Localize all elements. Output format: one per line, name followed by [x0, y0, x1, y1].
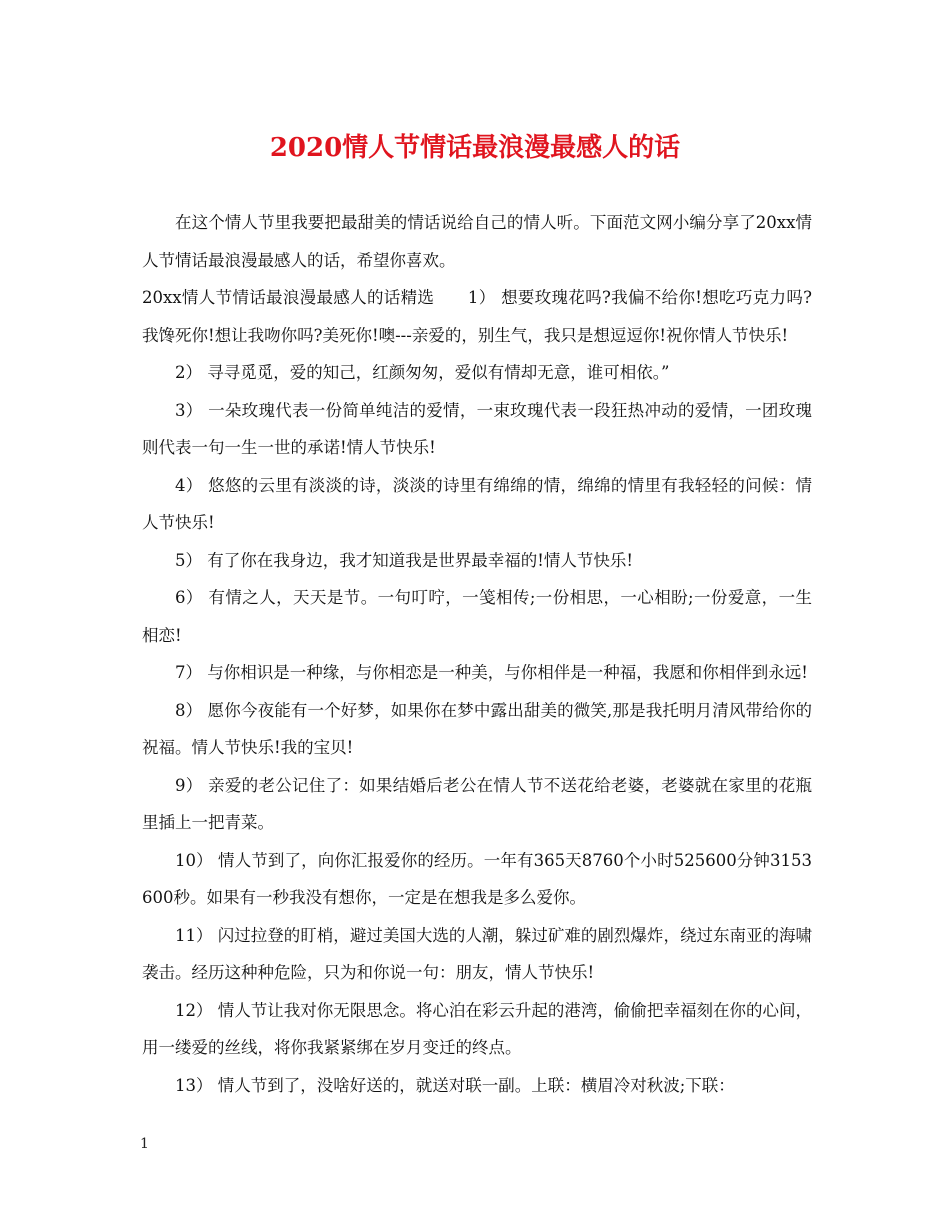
- article-body: [142, 204, 812, 1104]
- paragraph-8: 8） 愿你今夜能有一个好梦，如果你在梦中露出甜美的微笑,那是我托明月清风带给你的祝福。情人节快乐!我的宝贝!: [142, 700, 812, 757]
- paragraph-7: 7） 与你相识是一种缘，与你相恋是一种美，与你相伴是一种福，我愿和你相伴到永远!: [175, 663, 808, 682]
- paragraph-13: 13） 情人节到了，没啥好送的，就送对联一副。上联：横眉冷对秋波;下联：: [175, 1075, 735, 1095]
- paragraph-12: 12） 情人节让我对你无限思念。将心泊在彩云升起的港湾，偷偷把幸福刻在你的心间，用一缕爱的丝线，将你我紧紧绑在岁月变迁的终点。: [142, 1000, 812, 1057]
- page-number: 1: [140, 1136, 149, 1152]
- paragraph-10: 10） 情人节到了，向你汇报爱你的经历。一年有365天8760个小时525600分钟3153600秒。如果有一秒我没有想你，一定是在想我是多么爱你。: [142, 850, 813, 907]
- paragraph-2: 2） 寻寻觅觅，爱的知己，红颜匆匆，爱似有情却无意，谁可相依。”: [175, 363, 670, 382]
- paragraph-6: 6） 有情之人，天天是节。一句叮咛，一笺相传;一份相思，一心相盼;一份爱意，一生相恋!: [142, 588, 812, 645]
- paragraph-5: 5） 有了你在我身边，我才知道我是世界最幸福的!情人节快乐!: [175, 550, 634, 570]
- paragraph-3: 3） 一朵玫瑰代表一份简单纯洁的爱情，一束玫瑰代表一段狂热冲动的爱情，一团玫瑰则代表一句一生一世的承诺!情人节快乐!: [142, 400, 812, 457]
- paragraph-4: 4） 悠悠的云里有淡淡的诗，淡淡的诗里有绵绵的情，绵绵的情里有我轻轻的问候：情人节快乐!: [142, 475, 812, 532]
- page-title: 2020情人节情话最浪漫最感人的话: [269, 133, 681, 163]
- paragraph-11: 11） 闪过拉登的盯梢，避过美国大选的人潮，躲过矿难的剧烈爆炸，绕过东南亚的海啸袭击。经历这种种危险，只为和你说一句：朋友，情人节快乐!: [142, 925, 812, 982]
- paragraph-1: 20xx情人节情话最浪漫最感人的话精选 1） 想要玫瑰花吗?我偏不给你!想吃巧克力吗?我馋死你!想让我吻你吗?美死你!噢---亲爱的，别生气，我只是想逗逗你!祝你情人节快乐!: [142, 288, 812, 345]
- paragraph-9: 9） 亲爱的老公记住了：如果结婚后老公在情人节不送花给老婆，老婆就在家里的花瓶里插上一把青菜。: [142, 775, 812, 832]
- intro-paragraph: 在这个情人节里我要把最甜美的情话说给自己的情人听。下面范文网小编分享了20xx情人节情话最浪漫最感人的话，希望你喜欢。: [142, 213, 812, 270]
